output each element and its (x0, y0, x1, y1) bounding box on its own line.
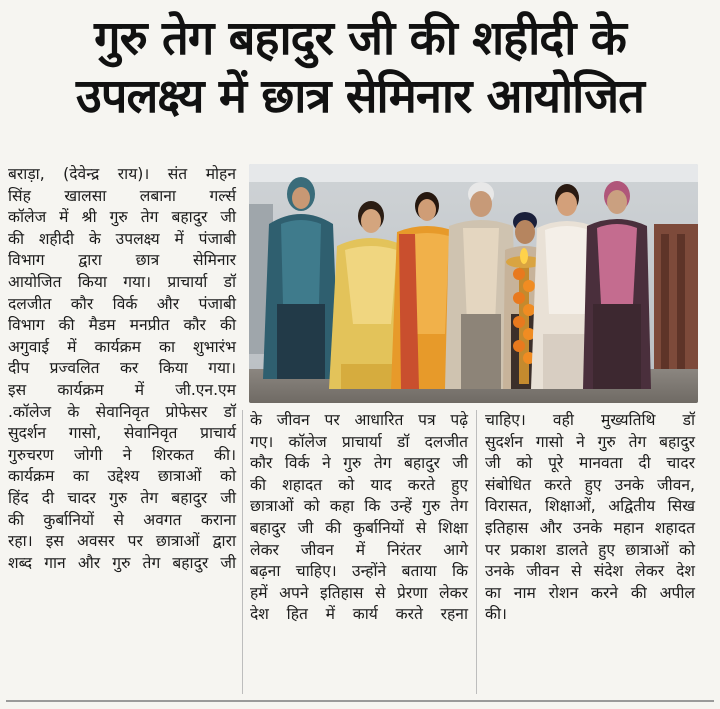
col1-line: सुदर्शन गासो, सेवानिवृत प्राचार्य (8, 424, 236, 443)
headline (0, 10, 720, 126)
col1-line: आयोजित किया गया। प्राचार्या डॉ (8, 272, 236, 291)
bottom-rule (6, 700, 714, 702)
col1-line: अगुवाई में कार्यक्रम का शुभारंभ (8, 337, 236, 356)
article-column-1 (8, 164, 236, 574)
col1-line: हिंद दी चादर गुरु तेग बहादुर जी (8, 488, 236, 507)
col3-line: इतिहास और उनके महान शहादत (485, 518, 695, 537)
col1-line: सिंह खालसा लबाना गर्ल्स (8, 186, 236, 205)
col1-line: की शहीदी के उपलक्ष्य में पंजाबी (8, 229, 236, 248)
col3-line: पर प्रकाश डालते हुए छात्राओं को (485, 540, 695, 559)
event-photo (249, 164, 698, 403)
col1-line: दलजीत कौर विर्क और पंजाबी (8, 294, 236, 313)
col3-line: चाहिए। वही मुख्यतिथि डॉ (485, 411, 695, 429)
col3-line: संबोधित करते हुए उनके जीवन, (485, 475, 695, 494)
col1-line: इस कार्यक्रम में जी.एन.एम (8, 380, 236, 399)
col3-line: की। (485, 605, 507, 624)
col2-line: बढ़ना चाहिए। उन्होंने बताया कि (250, 562, 468, 581)
col2-line: के जीवन पर आधारित पत्र पढ़े (250, 411, 468, 429)
col1-line: .कॉलेज के सेवानिवृत प्रोफेसर डॉ (8, 402, 236, 421)
headline-line-1: गुरु तेग बहादुर जी की शहीदी के (94, 11, 626, 66)
event-photo-illustration (249, 164, 698, 403)
col1-line: गुरुचरण जोगी ने शिरकत की। (8, 445, 236, 464)
article-column-3 (485, 410, 695, 626)
col3-line: का नाम रोशन करने की अपील (485, 583, 695, 602)
col3-line: जी को पूरे मानवता दी चादर (485, 454, 695, 473)
col2-line: देश हित में कार्य करते रहना (250, 605, 468, 624)
col1-line: शब्द गान और गुरु तेग बहादुर जी (8, 553, 236, 572)
col1-line: कार्यक्रम का उद्देश्य छात्राओं को (8, 467, 236, 486)
column-divider (476, 410, 477, 694)
col2-line: की शहादत को याद करते हुए (250, 475, 468, 494)
col2-line: कौर विर्क ने गुरु तेग बहादुर जी (250, 454, 468, 473)
col2-line: बहादुर जी की कुर्बानियों से शिक्षा (250, 518, 468, 537)
col1-line: कॉलेज में श्री गुरु तेग बहादुर जी (8, 208, 236, 227)
col3-line: विरासत, शिक्षाओं, अद्वितीय सिख (485, 497, 695, 516)
column-divider (242, 410, 243, 694)
col1-line: विभाग द्वारा छात्र सेमिनार (8, 251, 236, 270)
article-column-2 (250, 410, 468, 626)
col2-line: गए। कॉलेज प्राचार्या डॉ दलजीत (250, 432, 468, 451)
col2-line: छात्राओं को कहा कि उन्हें गुरु तेग (250, 497, 468, 516)
col1-line: बराड़ा, (देवेन्द्र राय)। संत मोहन (8, 165, 236, 183)
col2-line: हमें अपने इतिहास से प्रेरणा लेकर (250, 583, 468, 602)
col1-line: विभाग की मैडम मनप्रीत कौर की (8, 316, 236, 335)
col1-line: रहा। इस अवसर पर छात्राओं द्वारा (8, 532, 236, 551)
headline-line-2: उपलक्ष्य में छात्र सेमिनार आयोजित (76, 69, 644, 124)
col3-line: सुदर्शन गासो ने गुरु तेग बहादुर (485, 432, 695, 451)
col3-line: उनके जीवन से संदेश लेकर देश (485, 562, 695, 581)
col1-line: दीप प्रज्वलित कर किया गया। (8, 359, 236, 378)
col2-line: लेकर जीवन में निरंतर आगे (250, 540, 468, 559)
col1-line: की कुर्बानियों से अवगत कराना (8, 510, 236, 529)
